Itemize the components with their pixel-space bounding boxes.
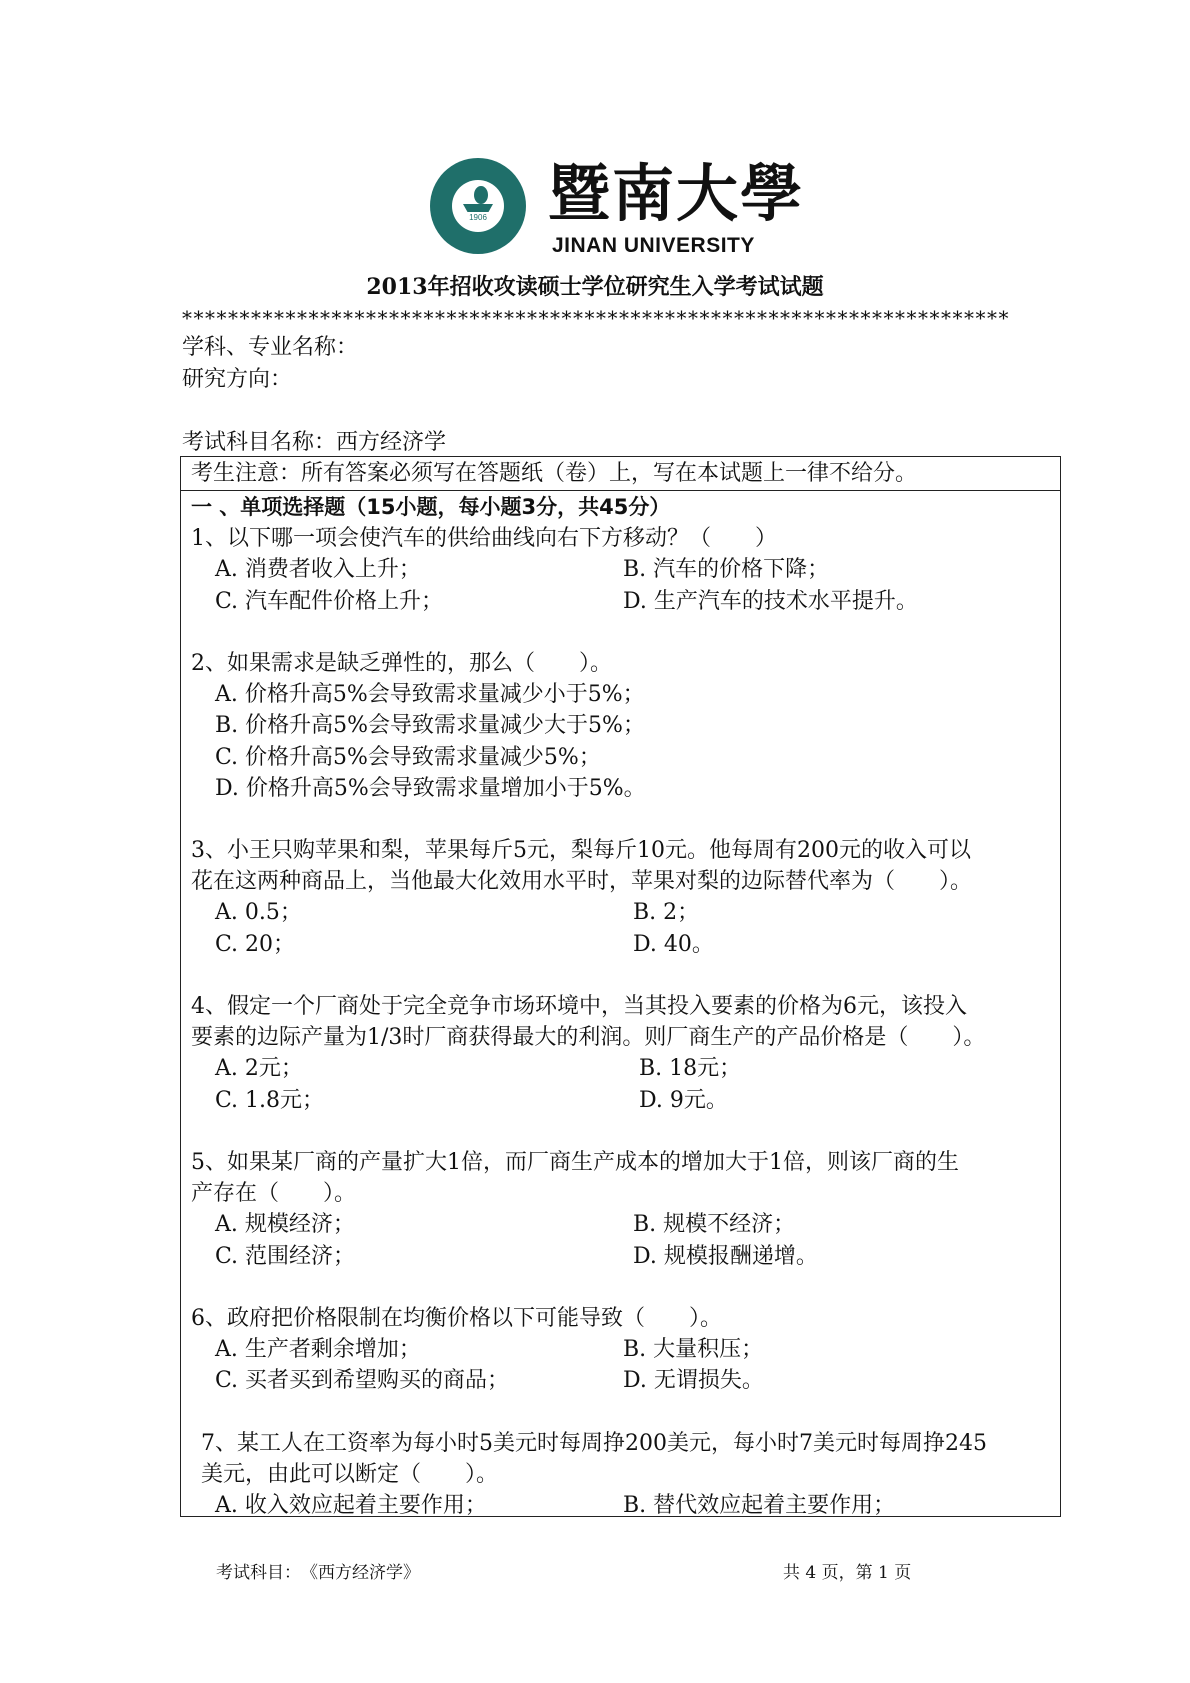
blank-line: [191, 1116, 1052, 1147]
option-row: [191, 897, 1052, 928]
option-a: A. 生产者剩余增加；: [215, 1337, 421, 1363]
option-row: [191, 586, 1052, 617]
option-d: D. 规模报酬递增。: [633, 1243, 818, 1269]
option-row: [191, 679, 1052, 710]
option-row: [191, 773, 1052, 804]
option-row: [191, 1085, 1052, 1116]
option-d: D. 40。: [633, 931, 714, 957]
question-text: 4、假定一个厂商处于完全竞争市场环境中，当其投入要素的价格为6元，该投入: [191, 994, 967, 1019]
question-text: 3、小王只购苹果和梨，苹果每斤5元，梨每斤10元。他每周有200元的收入可以: [191, 838, 971, 864]
option-a: A. 0.5；: [215, 900, 302, 926]
option-d: D. 价格升高5%会导致需求量增加小于5%。: [215, 775, 646, 801]
option-b: B. 价格升高5%会导致需求量减少大于5%；: [215, 713, 645, 739]
option-row: [191, 1490, 1052, 1521]
option-row: [191, 710, 1052, 741]
option-c: C. 汽车配件价格上升；: [215, 588, 444, 614]
logo-name-en: JINAN UNIVERSITY: [552, 234, 755, 257]
option-b: B. 2；: [633, 900, 700, 926]
question-text: 花在这两种商品上，当他最大化效用水平时，苹果对梨的边际替代率为（ ）。: [191, 869, 973, 895]
option-a: A. 规模经济；: [215, 1212, 355, 1238]
option-d: D. 生产汽车的技术水平提升。: [623, 588, 918, 614]
questions: [191, 492, 1052, 1521]
footer-page: 共 4 页，第 1 页: [783, 1563, 912, 1583]
option-row: [191, 742, 1052, 773]
option-a: A. 收入效应起着主要作用；: [215, 1493, 487, 1518]
option-b: B. 替代效应起着主要作用；: [623, 1493, 896, 1518]
option-row: [191, 1365, 1052, 1396]
blank-line: [191, 617, 1052, 648]
option-a: A. 2元；: [215, 1056, 303, 1082]
option-b: B. 18元；: [639, 1056, 742, 1082]
option-a: A. 消费者收入上升；: [215, 557, 421, 583]
option-d: D. 无谓损失。: [623, 1368, 764, 1394]
divider: [181, 490, 1060, 491]
option-row: [191, 554, 1052, 585]
question-text: 美元，由此可以断定（ ）。: [201, 1461, 499, 1487]
exam-title: 2013年招收攻读硕士学位研究生入学考试试题: [366, 274, 824, 300]
option-row: [191, 1334, 1052, 1365]
blank-line: [191, 960, 1052, 991]
question-text: 6、政府把价格限制在均衡价格以下可能导致（ ）。: [191, 1305, 722, 1331]
star-separator: ************************************************************************: [182, 306, 1010, 330]
logo-name-cn: 暨南大學: [548, 157, 805, 230]
direction-field: 研究方向：: [182, 367, 293, 392]
option-b: B. 规模不经济；: [633, 1212, 796, 1238]
question-text: 1、以下哪一项会使汽车的供给曲线向右下方移动？（ ）: [191, 526, 777, 552]
major-field: 学科、专业名称：: [182, 335, 359, 360]
question-text: 产存在（ ）。: [191, 1181, 357, 1207]
option-c: C. 买者买到希望购买的商品；: [215, 1368, 510, 1394]
university-seal-logo: 1906: [430, 158, 526, 254]
blank-line: [191, 804, 1052, 835]
blank-line: [191, 1396, 1052, 1427]
notice: 考生注意：所有答案必须写在答题纸（卷）上，写在本试题上一律不给分。: [191, 461, 918, 486]
option-b: B. 汽车的价格下降；: [623, 557, 830, 583]
option-d: D. 9元。: [639, 1087, 728, 1113]
option-row: [191, 1053, 1052, 1084]
question-text: 7、某工人在工资率为每小时5美元时每周挣200美元，每小时7美元时每周挣245: [201, 1430, 987, 1456]
option-b: B. 大量积压；: [623, 1337, 764, 1363]
question-text: 5、如果某厂商的产量扩大1倍，而厂商生产成本的增加大于1倍，则该厂商的生: [191, 1149, 959, 1175]
footer-subject: 考试科目： 《西方经济学》: [216, 1563, 420, 1583]
option-row: [191, 1241, 1052, 1272]
option-c: C. 1.8元；: [215, 1087, 325, 1113]
option-c: C. 20；: [215, 931, 296, 957]
option-row: [191, 1209, 1052, 1240]
option-a: A. 价格升高5%会导致需求量减少小于5%；: [215, 682, 645, 708]
question-text: 2、如果需求是缺乏弹性的，那么（ ）。: [191, 650, 612, 676]
option-c: C. 范围经济；: [215, 1243, 356, 1269]
question-text: 要素的边际产量为1/3时厂商获得最大的利润。则厂商生产的产品价格是（ ）。: [191, 1025, 986, 1051]
option-row: [191, 929, 1052, 960]
question-box: [180, 456, 1061, 1517]
section-heading: 一 、单项选择题（15小题，每小题3分，共45分）: [191, 495, 671, 519]
blank-line: [191, 1272, 1052, 1303]
option-c: C. 价格升高5%会导致需求量减少5%；: [215, 744, 601, 770]
subject-field: 考试科目名称：西方经济学: [182, 430, 447, 455]
